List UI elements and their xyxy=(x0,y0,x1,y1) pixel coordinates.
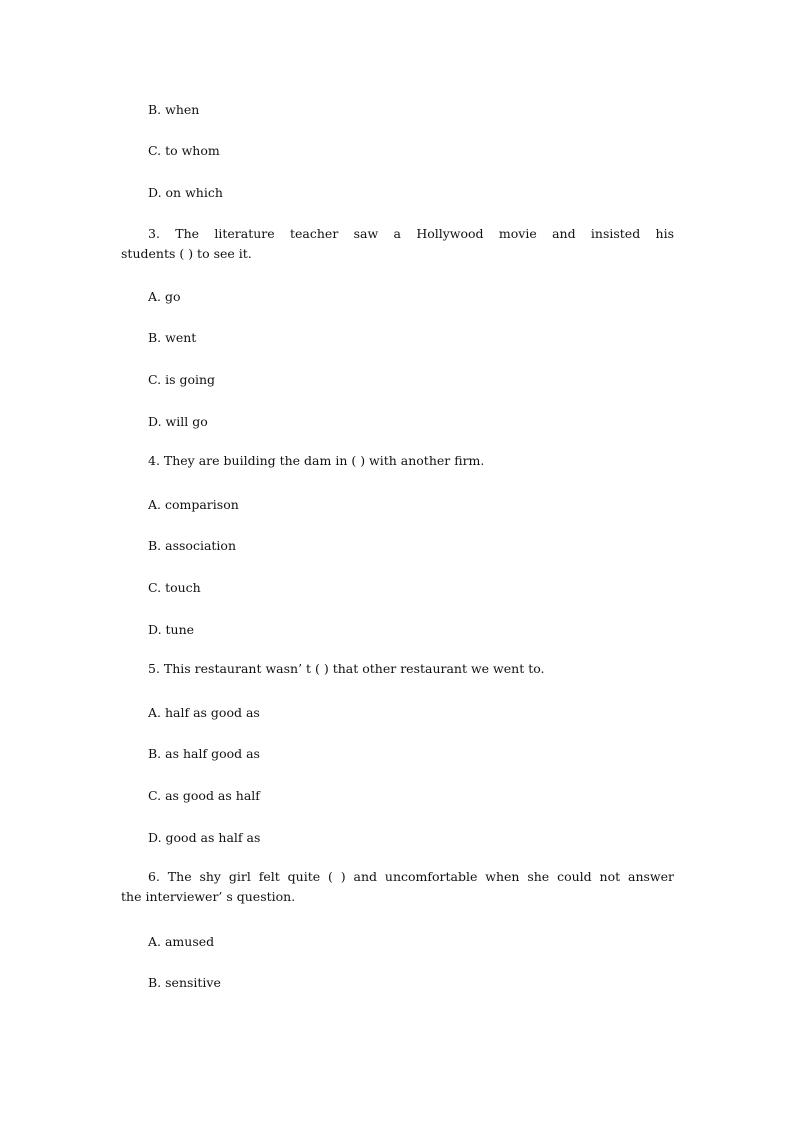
question-4-option-b: B. association xyxy=(148,538,236,553)
question-6-stem-line-1: 6. The shy girl felt quite ( ) and uncomfortable when she could not answer xyxy=(148,869,674,884)
question-3-stem-line-1: 3. The literature teacher saw a Hollywood movie and insisted his xyxy=(148,226,674,241)
question-5-option-d: D. good as half as xyxy=(148,830,261,845)
question-5-option-b: B. as half good as xyxy=(148,746,260,761)
question-5-option-c: C. as good as half xyxy=(148,788,260,803)
question-4-option-a: A. comparison xyxy=(148,497,239,512)
question-5-option-a: A. half as good as xyxy=(148,705,260,720)
question-2-option-b: B. when xyxy=(148,102,200,117)
question-4-stem: 4. They are building the dam in ( ) with another firm. xyxy=(148,453,485,468)
question-3-option-c: C. is going xyxy=(148,372,216,387)
question-4-option-c: C. touch xyxy=(148,580,201,595)
question-6-option-b: B. sensitive xyxy=(148,975,221,990)
question-6-stem-line-2: the interviewer’ s question. xyxy=(121,889,296,904)
question-3-option-d: D. will go xyxy=(148,414,208,429)
question-3-option-a: A. go xyxy=(148,289,181,304)
question-6-option-a: A. amused xyxy=(148,934,215,949)
question-3-option-b: B. went xyxy=(148,330,197,345)
question-6-stem xyxy=(121,867,674,907)
question-2-option-c: C. to whom xyxy=(148,143,220,158)
question-3-stem xyxy=(121,224,674,264)
question-5-stem: 5. This restaurant wasn’ t ( ) that other restaurant we went to. xyxy=(148,661,545,676)
question-2-option-d: D. on which xyxy=(148,185,223,200)
question-3-stem-line-2: students ( ) to see it. xyxy=(121,246,252,261)
question-4-option-d: D. tune xyxy=(148,622,195,637)
